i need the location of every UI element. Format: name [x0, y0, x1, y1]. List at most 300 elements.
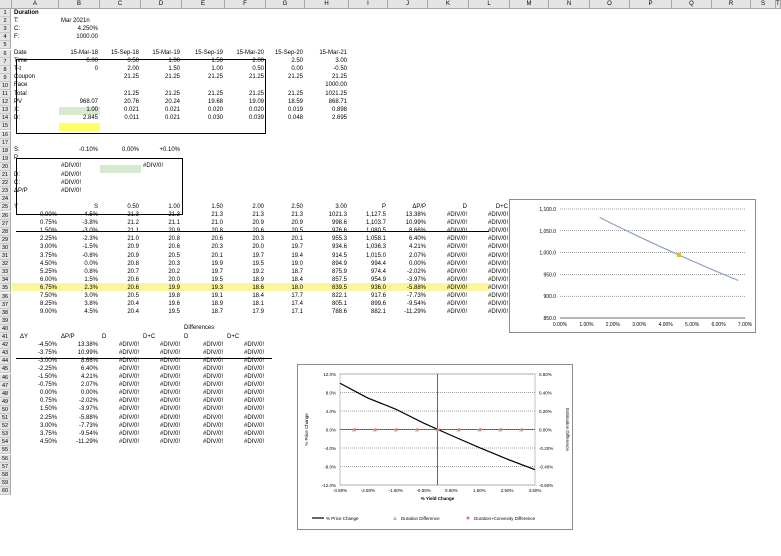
- diff-table-cell[interactable]: 0.75%: [39, 398, 57, 405]
- main-table-cell[interactable]: -0.8%: [82, 252, 98, 259]
- row-header-25[interactable]: 25: [0, 203, 11, 211]
- diff-table-cell[interactable]: #DIV/0!: [202, 398, 223, 405]
- row-header-22[interactable]: 22: [0, 179, 11, 187]
- diff-header-cell[interactable]: D+C: [227, 333, 240, 340]
- main-table-cell[interactable]: 1,103.7: [365, 220, 386, 227]
- main-table-cell[interactable]: #DIV/0!: [446, 293, 467, 299]
- main-table-cell[interactable]: 1,080.5: [365, 228, 386, 235]
- main-table-cell[interactable]: 21.0: [211, 220, 223, 227]
- main-table-cell[interactable]: 805.1: [331, 301, 347, 308]
- main-table-cell[interactable]: 20.6: [127, 276, 139, 283]
- main-table-cell[interactable]: #DIV/0!: [446, 220, 467, 227]
- cashflow-dates-cell[interactable]: 15-Sep-19: [194, 50, 223, 56]
- row-header-37[interactable]: 37: [0, 301, 11, 309]
- row-header-16[interactable]: 16: [0, 131, 11, 139]
- main-header-cell[interactable]: 1.50: [211, 203, 223, 210]
- main-table-cell[interactable]: 899.6: [370, 301, 386, 308]
- cashflow-d-cell[interactable]: 2.695: [331, 114, 347, 121]
- cashflow-time-cell[interactable]: 1.00: [168, 58, 180, 65]
- main-table-cell[interactable]: #DIV/0!: [487, 252, 508, 259]
- diff-table-cell[interactable]: #DIV/0!: [118, 365, 139, 372]
- row-header-32[interactable]: 32: [0, 260, 11, 268]
- row-header-55[interactable]: 55: [0, 446, 11, 454]
- t-label[interactable]: T:: [14, 17, 19, 24]
- main-table-cell[interactable]: 4.21%: [408, 244, 426, 251]
- row-header-54[interactable]: 54: [0, 438, 11, 446]
- main-table-cell[interactable]: 0.00%: [39, 212, 57, 218]
- column-header-k[interactable]: K: [428, 0, 469, 9]
- row-header-31[interactable]: 31: [0, 252, 11, 260]
- diff-table-cell[interactable]: 3.75%: [39, 430, 57, 437]
- main-table-cell[interactable]: -7.73%: [406, 293, 426, 299]
- main-table-cell[interactable]: 0.75%: [39, 220, 57, 227]
- row-header-44[interactable]: 44: [0, 357, 11, 365]
- cashflow-d-cell[interactable]: 0.048: [287, 114, 303, 121]
- main-table-cell[interactable]: 18.7: [211, 309, 223, 316]
- diff-table-cell[interactable]: 2.25%: [39, 414, 57, 421]
- diff-table-cell[interactable]: #DIV/0!: [243, 374, 264, 380]
- c-value[interactable]: 4.250%: [77, 25, 98, 32]
- row-header-38[interactable]: 38: [0, 309, 11, 317]
- cashflow-pv-cell[interactable]: 19.68: [207, 98, 223, 105]
- row-header-59[interactable]: 59: [0, 479, 11, 487]
- sens-header-cell[interactable]: -0.10%: [78, 147, 98, 154]
- sens-cell[interactable]: #DIV/0!: [61, 171, 82, 178]
- row-header-15[interactable]: 15: [0, 122, 11, 130]
- diff-table-cell[interactable]: #DIV/0!: [159, 406, 180, 413]
- main-table-cell[interactable]: 8.66%: [408, 228, 426, 235]
- cashflow-dates-cell[interactable]: 15-Mar-21: [319, 50, 347, 56]
- main-table-cell[interactable]: #DIV/0!: [487, 293, 508, 299]
- diff-table-cell[interactable]: -2.02%: [78, 398, 98, 405]
- cashflow-x-cell[interactable]: 0.020: [207, 106, 223, 113]
- column-header-l[interactable]: L: [469, 0, 510, 9]
- diff-table-cell[interactable]: #DIV/0!: [202, 438, 223, 445]
- row-header-7[interactable]: 7: [0, 58, 11, 66]
- cashflow-pv-cell[interactable]: 20.24: [164, 98, 180, 105]
- row-header-28[interactable]: 28: [0, 228, 11, 236]
- main-table-cell[interactable]: 20.9: [127, 252, 139, 259]
- sens-header-cell[interactable]: S:: [14, 147, 20, 154]
- main-table-cell[interactable]: #DIV/0!: [446, 236, 467, 243]
- column-header-g[interactable]: G: [266, 0, 305, 9]
- c-label[interactable]: C:: [14, 25, 20, 32]
- cashflow-dates-cell[interactable]: Date: [14, 50, 27, 56]
- cashflow-x-cell[interactable]: 0.021: [123, 106, 139, 113]
- row-header-58[interactable]: 58: [0, 471, 11, 479]
- diff-table-cell[interactable]: #DIV/0!: [118, 390, 139, 397]
- main-table-cell[interactable]: 998.6: [331, 220, 347, 227]
- row-header-30[interactable]: 30: [0, 244, 11, 252]
- cashflow-total-cell[interactable]: 21.25: [207, 90, 223, 97]
- main-table-cell[interactable]: #DIV/0!: [446, 260, 467, 267]
- row-header-1[interactable]: 1: [0, 9, 11, 17]
- row-header-29[interactable]: 29: [0, 236, 11, 244]
- diff-table-cell[interactable]: #DIV/0!: [118, 382, 139, 389]
- row-header-35[interactable]: 35: [0, 284, 11, 292]
- main-table-cell[interactable]: 7.50%: [39, 293, 57, 299]
- main-table-cell[interactable]: 17.4: [291, 301, 303, 308]
- row-header-2[interactable]: 2: [0, 17, 11, 25]
- main-table-cell[interactable]: 13.38%: [405, 212, 426, 218]
- column-header-a[interactable]: A: [12, 0, 59, 9]
- diff-table-cell[interactable]: -1.50%: [37, 374, 57, 380]
- main-table-cell[interactable]: 20.9: [291, 220, 303, 227]
- diff-table-cell[interactable]: #DIV/0!: [159, 438, 180, 445]
- main-table-cell[interactable]: 1.5%: [84, 276, 98, 283]
- main-table-cell[interactable]: 20.8: [211, 228, 223, 235]
- diff-table-cell[interactable]: #DIV/0!: [159, 357, 180, 364]
- main-header-cell[interactable]: ΔP/P: [412, 203, 426, 210]
- diff-table-cell[interactable]: #DIV/0!: [159, 349, 180, 356]
- main-table-cell[interactable]: 974.4: [370, 268, 386, 275]
- diff-table-cell[interactable]: #DIV/0!: [202, 414, 223, 421]
- cashflow-coupon-cell[interactable]: 21.25: [164, 74, 180, 81]
- diff-header-cell[interactable]: D+C: [143, 333, 156, 340]
- diff-table-cell[interactable]: -4.50%: [37, 341, 57, 348]
- main-table-cell[interactable]: 19.7: [291, 244, 303, 251]
- main-table-cell[interactable]: 20.4: [127, 301, 139, 308]
- main-table-cell[interactable]: 21.3: [291, 212, 303, 218]
- diff-table-cell[interactable]: 4.50%: [39, 438, 57, 445]
- diff-table-cell[interactable]: #DIV/0!: [202, 365, 223, 372]
- main-table-cell[interactable]: 18.4: [291, 276, 303, 283]
- main-header-cell[interactable]: P: [381, 203, 386, 210]
- row-header-33[interactable]: 33: [0, 268, 11, 276]
- differences-title[interactable]: Differences: [184, 325, 215, 332]
- main-table-cell[interactable]: -2.3%: [82, 236, 98, 243]
- diff-table-cell[interactable]: #DIV/0!: [243, 414, 264, 421]
- diff-table-cell[interactable]: #DIV/0!: [243, 390, 264, 397]
- column-header-h[interactable]: H: [305, 0, 349, 9]
- main-table-cell[interactable]: 976.6: [331, 228, 347, 235]
- cashflow-coupon-cell[interactable]: 21.25: [248, 74, 264, 81]
- main-table-cell[interactable]: 1,058.1: [365, 236, 386, 243]
- main-table-cell[interactable]: 6.75%: [39, 284, 57, 291]
- main-table-cell[interactable]: 882.1: [370, 309, 386, 316]
- main-table-cell[interactable]: 4.50%: [39, 260, 57, 267]
- cashflow-tx-cell[interactable]: 0.00: [291, 66, 303, 73]
- f-value[interactable]: 1000.00: [76, 33, 98, 40]
- diff-table-cell[interactable]: #DIV/0!: [202, 357, 223, 364]
- row-header-20[interactable]: 20: [0, 163, 11, 171]
- row-header-12[interactable]: 12: [0, 98, 11, 106]
- main-table-cell[interactable]: -4.5%: [82, 212, 98, 218]
- main-table-cell[interactable]: #DIV/0!: [487, 260, 508, 267]
- main-table-cell[interactable]: 21.3: [252, 212, 264, 218]
- main-table-cell[interactable]: -2.02%: [406, 268, 426, 275]
- diff-table-cell[interactable]: 6.40%: [80, 365, 98, 372]
- row-header-48[interactable]: 48: [0, 390, 11, 398]
- column-header-b[interactable]: B: [59, 0, 100, 9]
- main-table-cell[interactable]: #DIV/0!: [446, 212, 467, 218]
- main-table-cell[interactable]: 20.6: [168, 244, 180, 251]
- diff-table-cell[interactable]: #DIV/0!: [159, 374, 180, 380]
- column-header-r[interactable]: R: [712, 0, 751, 9]
- main-table-cell[interactable]: 4.5%: [84, 309, 98, 316]
- main-table-cell[interactable]: 20.3: [211, 244, 223, 251]
- row-header-57[interactable]: 57: [0, 463, 11, 471]
- main-table-cell[interactable]: 20.9: [127, 244, 139, 251]
- main-table-cell[interactable]: 21.2: [127, 220, 139, 227]
- diff-table-cell[interactable]: #DIV/0!: [159, 414, 180, 421]
- main-table-cell[interactable]: 20.5: [168, 252, 180, 259]
- diff-table-cell[interactable]: 0.00%: [39, 390, 57, 397]
- cashflow-d-cell[interactable]: 0.021: [164, 114, 180, 121]
- diff-table-cell[interactable]: #DIV/0!: [202, 390, 223, 397]
- main-table-cell[interactable]: 3.00%: [39, 244, 57, 251]
- main-table-cell[interactable]: 20.3: [168, 260, 180, 267]
- column-header-c[interactable]: C: [100, 0, 141, 9]
- main-table-cell[interactable]: #DIV/0!: [487, 301, 508, 308]
- main-table-cell[interactable]: -5.88%: [406, 284, 426, 291]
- main-header-cell[interactable]: 1.00: [168, 203, 180, 210]
- main-table-cell[interactable]: 3.8%: [84, 301, 98, 308]
- main-table-cell[interactable]: 19.9: [211, 260, 223, 267]
- main-table-cell[interactable]: 17.7: [291, 293, 303, 299]
- main-table-cell[interactable]: 21.1: [127, 228, 139, 235]
- row-header-50[interactable]: 50: [0, 406, 11, 414]
- sens-cell[interactable]: D:: [14, 171, 20, 178]
- row-header-26[interactable]: 26: [0, 212, 11, 220]
- main-table-cell[interactable]: 19.8: [168, 293, 180, 299]
- sens-cell[interactable]: ΔP/P: [14, 187, 28, 194]
- cashflow-time-cell[interactable]: 0.50: [127, 58, 139, 65]
- row-header-41[interactable]: 41: [0, 333, 11, 341]
- main-table-cell[interactable]: 19.7: [252, 252, 264, 259]
- main-table-cell[interactable]: -9.54%: [406, 301, 426, 308]
- diff-table-cell[interactable]: #DIV/0!: [159, 390, 180, 397]
- main-table-cell[interactable]: 2.07%: [408, 252, 426, 259]
- diff-table-cell[interactable]: 0.00%: [80, 390, 98, 397]
- diff-table-cell[interactable]: #DIV/0!: [118, 374, 139, 380]
- diff-table-cell[interactable]: #DIV/0!: [202, 406, 223, 413]
- cashflow-time-cell[interactable]: 3.00: [335, 58, 347, 65]
- cashflow-pv-cell[interactable]: PV: [14, 98, 23, 105]
- main-table-cell[interactable]: 1,015.0: [365, 252, 386, 259]
- main-table-cell[interactable]: 839.5: [331, 284, 347, 291]
- row-header-34[interactable]: 34: [0, 276, 11, 284]
- column-header-i[interactable]: I: [349, 0, 388, 9]
- diff-table-cell[interactable]: #DIV/0!: [159, 430, 180, 437]
- main-table-cell[interactable]: 2.3%: [84, 284, 98, 291]
- t-value[interactable]: Mar 2021n: [61, 17, 90, 24]
- diff-table-cell[interactable]: #DIV/0!: [243, 382, 264, 389]
- diff-table-cell[interactable]: #DIV/0!: [118, 341, 139, 348]
- main-table-cell[interactable]: 21.3: [127, 212, 139, 218]
- row-header-6[interactable]: 6: [0, 50, 11, 58]
- diff-table-cell[interactable]: #DIV/0!: [202, 341, 223, 348]
- main-table-cell[interactable]: #DIV/0!: [446, 276, 467, 283]
- diff-table-cell[interactable]: #DIV/0!: [243, 365, 264, 372]
- cashflow-tx-cell[interactable]: 0.50: [252, 66, 264, 73]
- main-table-cell[interactable]: 21.3: [168, 212, 180, 218]
- main-table-cell[interactable]: 17.1: [291, 309, 303, 316]
- column-header-s[interactable]: S: [751, 0, 776, 9]
- cashflow-dates-cell[interactable]: 15-Mar-20: [236, 50, 264, 56]
- main-table-cell[interactable]: 1,036.3: [365, 244, 386, 251]
- row-header-45[interactable]: 45: [0, 365, 11, 373]
- main-table-cell[interactable]: 1021.3: [328, 212, 347, 218]
- row-header-53[interactable]: 53: [0, 430, 11, 438]
- diff-table-cell[interactable]: 3.00%: [39, 422, 57, 429]
- main-table-cell[interactable]: 8.25%: [39, 301, 57, 308]
- row-header-39[interactable]: 39: [0, 317, 11, 325]
- diff-table-cell[interactable]: #DIV/0!: [243, 406, 264, 413]
- main-table-cell[interactable]: 3.0%: [84, 293, 98, 299]
- main-table-cell[interactable]: 20.0: [252, 244, 264, 251]
- cashflow-tx-cell[interactable]: 1.50: [168, 66, 180, 73]
- main-table-cell[interactable]: 20.1: [291, 236, 303, 243]
- main-table-cell[interactable]: 19.5: [168, 309, 180, 316]
- main-table-cell[interactable]: 994.4: [370, 260, 386, 267]
- cashflow-d-cell[interactable]: 0.030: [207, 114, 223, 121]
- diff-table-cell[interactable]: #DIV/0!: [243, 422, 264, 429]
- row-header-56[interactable]: 56: [0, 455, 11, 463]
- main-table-cell[interactable]: #DIV/0!: [446, 228, 467, 235]
- cashflow-pv-cell[interactable]: 18.59: [287, 98, 303, 105]
- main-table-cell[interactable]: 19.3: [211, 284, 223, 291]
- diff-table-cell[interactable]: #DIV/0!: [243, 357, 264, 364]
- cashflow-time-cell[interactable]: 2.50: [291, 58, 303, 65]
- sens-cell[interactable]: P: [14, 155, 19, 162]
- row-header-36[interactable]: 36: [0, 293, 11, 301]
- diff-table-cell[interactable]: #DIV/0!: [202, 422, 223, 429]
- diff-table-cell[interactable]: #DIV/0!: [202, 430, 223, 437]
- main-table-cell[interactable]: -1.5%: [82, 244, 98, 251]
- row-header-24[interactable]: 24: [0, 195, 11, 203]
- diff-table-cell[interactable]: #DIV/0!: [202, 349, 223, 356]
- main-header-cell[interactable]: S: [93, 203, 98, 210]
- main-table-cell[interactable]: 5.25%: [39, 268, 57, 275]
- diff-table-cell[interactable]: -2.25%: [37, 365, 57, 372]
- row-header-18[interactable]: 18: [0, 147, 11, 155]
- duration-title[interactable]: Duration: [14, 9, 39, 16]
- main-table-cell[interactable]: 21.1: [168, 220, 180, 227]
- main-table-cell[interactable]: 3.75%: [39, 252, 57, 259]
- main-table-cell[interactable]: 17.9: [252, 309, 264, 316]
- cashflow-d-cell[interactable]: D:: [14, 114, 20, 121]
- main-table-cell[interactable]: 18.7: [291, 268, 303, 275]
- main-header-cell[interactable]: 2.00: [252, 203, 264, 210]
- main-header-cell[interactable]: 2.50: [291, 203, 303, 210]
- column-header-e[interactable]: E: [182, 0, 225, 9]
- diff-table-cell[interactable]: #DIV/0!: [118, 349, 139, 356]
- diff-table-cell[interactable]: #DIV/0!: [118, 438, 139, 445]
- main-table-cell[interactable]: 20.4: [127, 309, 139, 316]
- main-table-cell[interactable]: #DIV/0!: [446, 268, 467, 275]
- cashflow-total-cell[interactable]: Total: [14, 90, 27, 97]
- row-header-5[interactable]: 5: [0, 41, 11, 49]
- main-table-cell[interactable]: #DIV/0!: [487, 236, 508, 243]
- diff-table-cell[interactable]: #DIV/0!: [243, 430, 264, 437]
- main-table-cell[interactable]: 19.5: [211, 276, 223, 283]
- main-table-cell[interactable]: -3.8%: [82, 220, 98, 227]
- main-table-cell[interactable]: -11.29%: [404, 309, 426, 316]
- main-table-cell[interactable]: 954.9: [370, 276, 386, 283]
- main-table-cell[interactable]: #DIV/0!: [487, 309, 508, 316]
- main-table-cell[interactable]: 936.0: [370, 284, 386, 291]
- row-header-27[interactable]: 27: [0, 220, 11, 228]
- row-header-10[interactable]: 10: [0, 82, 11, 90]
- main-table-cell[interactable]: #DIV/0!: [446, 244, 467, 251]
- row-header-52[interactable]: 52: [0, 422, 11, 430]
- main-table-cell[interactable]: 6.00%: [39, 276, 57, 283]
- cashflow-total-cell[interactable]: 21.25: [164, 90, 180, 97]
- row-header-11[interactable]: 11: [0, 90, 11, 98]
- column-header-j[interactable]: J: [388, 0, 428, 9]
- diff-table-cell[interactable]: #DIV/0!: [243, 349, 264, 356]
- main-table-cell[interactable]: -3.0%: [82, 228, 98, 235]
- row-header-60[interactable]: 60: [0, 487, 11, 495]
- main-table-cell[interactable]: 20.2: [168, 268, 180, 275]
- cashflow-x-cell[interactable]: X:: [14, 106, 20, 113]
- main-table-cell[interactable]: 2.25%: [39, 236, 57, 243]
- main-header-cell[interactable]: Y: [14, 203, 19, 210]
- main-table-cell[interactable]: 1.50%: [39, 228, 57, 235]
- cashflow-coupon-cell[interactable]: 21.25: [331, 74, 347, 81]
- main-table-cell[interactable]: 788.6: [331, 309, 347, 316]
- row-header-14[interactable]: 14: [0, 114, 11, 122]
- cashflow-x-cell[interactable]: 0.019: [287, 106, 303, 113]
- diff-table-cell[interactable]: #DIV/0!: [118, 430, 139, 437]
- column-header-m[interactable]: M: [510, 0, 549, 9]
- row-header-40[interactable]: 40: [0, 325, 11, 333]
- main-table-cell[interactable]: 19.7: [211, 268, 223, 275]
- cashflow-time-cell[interactable]: 1.50: [211, 58, 223, 65]
- column-header-p[interactable]: P: [630, 0, 672, 9]
- main-table-cell[interactable]: 10.99%: [405, 220, 426, 227]
- main-table-cell[interactable]: 0.0%: [84, 260, 98, 267]
- row-header-21[interactable]: 21: [0, 171, 11, 179]
- main-table-cell[interactable]: #DIV/0!: [446, 301, 467, 308]
- cashflow-dates-cell[interactable]: 15-Mar-18: [70, 50, 98, 56]
- diff-header-cell[interactable]: D: [184, 333, 189, 340]
- main-table-cell[interactable]: 20.6: [252, 228, 264, 235]
- column-header-n[interactable]: N: [549, 0, 590, 9]
- price-yield-chart[interactable]: [509, 199, 756, 333]
- row-header-47[interactable]: 47: [0, 382, 11, 390]
- main-table-cell[interactable]: 20.6: [211, 236, 223, 243]
- diff-header-cell[interactable]: ΔY: [20, 333, 29, 340]
- diff-table-cell[interactable]: -3.75%: [37, 349, 57, 356]
- main-table-cell[interactable]: 21.0: [127, 236, 139, 243]
- f-label[interactable]: F:: [14, 33, 20, 40]
- diff-table-cell[interactable]: 8.66%: [80, 357, 98, 364]
- cashflow-d-cell[interactable]: 0.011: [124, 114, 139, 121]
- cashflow-x-cell[interactable]: 0.021: [164, 106, 180, 113]
- diff-table-cell[interactable]: #DIV/0!: [159, 365, 180, 372]
- main-table-cell[interactable]: 20.5: [127, 293, 139, 299]
- select-all-corner[interactable]: [0, 0, 12, 9]
- main-table-cell[interactable]: 19.9: [168, 284, 180, 291]
- row-header-42[interactable]: 42: [0, 341, 11, 349]
- diff-table-cell[interactable]: -7.73%: [78, 422, 98, 429]
- cashflow-pv-cell[interactable]: 868.71: [328, 98, 347, 105]
- column-header-o[interactable]: O: [590, 0, 630, 9]
- sens-cell[interactable]: #DIV/0!: [143, 163, 164, 170]
- diff-table-cell[interactable]: -5.88%: [78, 414, 98, 421]
- diff-table-cell[interactable]: #DIV/0!: [159, 382, 180, 389]
- main-table-cell[interactable]: 20.9: [252, 220, 264, 227]
- main-header-cell[interactable]: 3.00: [335, 203, 347, 210]
- main-header-cell[interactable]: D: [462, 203, 467, 210]
- cashflow-tx-cell[interactable]: T-t: [14, 66, 21, 73]
- main-table-cell[interactable]: 914.5: [331, 252, 347, 259]
- main-table-cell[interactable]: 9.00%: [39, 309, 57, 316]
- diff-table-cell[interactable]: #DIV/0!: [118, 414, 139, 421]
- main-table-cell[interactable]: 6.40%: [408, 236, 426, 243]
